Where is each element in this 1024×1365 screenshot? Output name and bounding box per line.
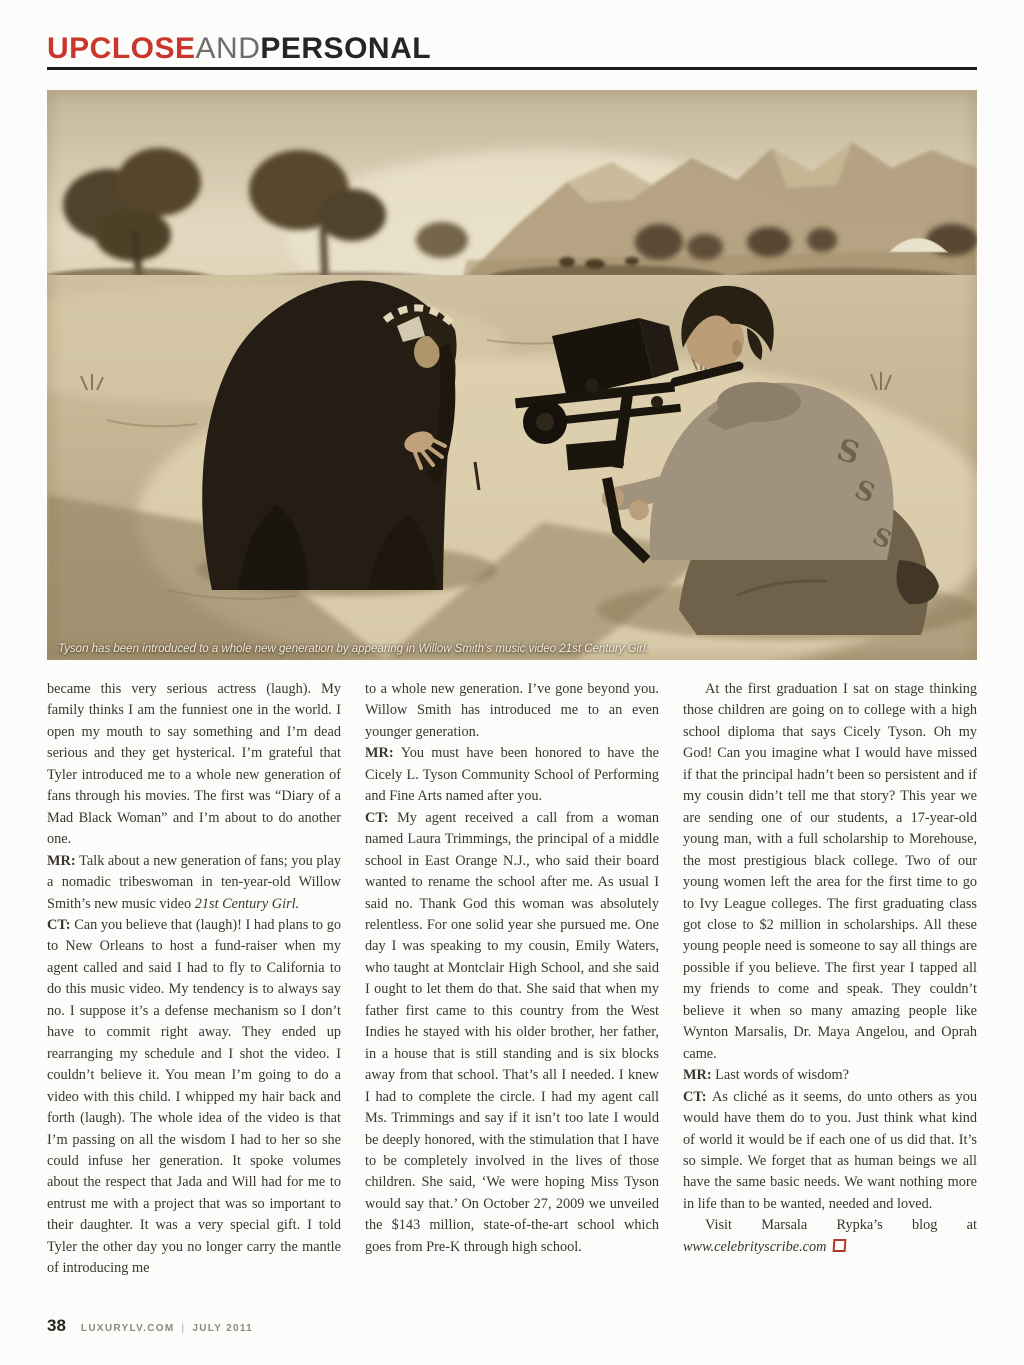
page-number: 38 xyxy=(47,1316,66,1335)
paragraph xyxy=(365,743,659,807)
speaker-label: CT: xyxy=(47,916,75,933)
speaker-label: MR: xyxy=(365,745,401,762)
article-column xyxy=(47,679,341,1311)
article-column xyxy=(683,679,977,1311)
paragraph-text: You must have been honored to have the Cicely L. Tyson Community School of Performing and Fine Arts named after you. xyxy=(365,745,660,805)
title-personal: PERSONAL xyxy=(260,32,432,65)
svg-text:S: S xyxy=(868,520,897,555)
speaker-label: CT: xyxy=(365,809,398,826)
article-columns xyxy=(47,679,977,1311)
paragraph xyxy=(683,679,977,1065)
section-masthead xyxy=(47,34,977,70)
paragraph-text: Can you believe that (laugh)! I had plans to go to New Orleans to host a fund-raiser when my agent called and said I had to fly to California to do this music video. My tendency is to always say no. I suppose it’s a defense mechanism so I don’t have to commit right away. They ended up rearranging my schedule and I shot the video. I couldn’t believe it. You mean I’m going to do a video with this child. I whipped my hair back and forth (laugh). The whole idea of the video is that I’m passing on all the wisdom I had to her so she could infuse her generation. It spoke volumes about the respect that Jada and Will had for me to entrust me with a project that was so important to their daughter. It was a very special gift. I told Tyler the other day you no longer carry the mantle of introducing me xyxy=(47,916,342,1277)
footer-separator: | xyxy=(181,1323,186,1334)
paragraph-text: Talk about a new generation of fans; you play a nomadic tribeswoman in ten-year-old Willow Smith’s new music video xyxy=(47,852,341,912)
paragraph-text: My agent received a call from a woman named Laura Trimmings, the principal of a middle school in East Orange N.J., who said their board wanted to rename the school after me. As usual I said no. Thank God this woman was absolutely relentless. For one solid year she pursued me. One day I was speaking to my cousin, Emily Waters, who taught at Montclair High School, and she said I ought to let them do that. She said that when my father first came to this country from the West Indies he stayed with his older brother, her father, in a house that is still standing and is six blocks away from that school. That’s all I needed. I knew I had to complete the circle. I had my agent call Ms. Trimmings and say if it isn’t too late I would be deeply honored, with the stimulation that I have to be completely involved in the lives of those children. She said, ‘We were hoping Miss Tyson would say that.’ On October 27, 2009 we unveiled the $143 million, state-of-the-art school which goes from Pre-K through high school. xyxy=(365,809,659,1255)
footer-meta xyxy=(81,1323,253,1334)
article-column xyxy=(365,679,659,1311)
paragraph-text: 21st Century Girl. xyxy=(194,895,300,912)
paragraph-text: www.celebrityscribe.com xyxy=(683,1238,827,1255)
feature-photo xyxy=(47,90,977,660)
paragraph-text: Last words of wisdom? xyxy=(715,1067,849,1084)
paragraph xyxy=(365,808,659,1259)
photo-illustration xyxy=(47,90,977,660)
speaker-label: MR: xyxy=(47,852,80,869)
paragraph xyxy=(683,1215,977,1258)
paragraph xyxy=(47,851,341,915)
photo-caption: Tyson has been introduced to a whole new generation by appearing in Willow Smith’s music video 21st Century Girl. xyxy=(58,643,649,655)
footer-date: JULY 2011 xyxy=(192,1323,254,1334)
title-upclose: UPCLOSE xyxy=(47,32,196,65)
paragraph xyxy=(365,679,659,743)
paragraph xyxy=(47,915,341,1280)
paragraph xyxy=(683,1087,977,1216)
footer-site: LUXURYLV.COM xyxy=(80,1323,175,1334)
section-title xyxy=(47,34,977,64)
end-of-article-mark xyxy=(833,1239,847,1252)
speaker-label: MR: xyxy=(683,1067,716,1084)
paragraph-text: As cliché as it seems, do unto others as you would have them do to you. Just think what kind of world it would be if each one of us did that. It’s so simple. We forget that as human beings we all have the same basic needs. We want nothing more in life than to be wanted, needed and loved. xyxy=(683,1088,977,1212)
svg-text:S: S xyxy=(832,432,864,473)
speaker-label: CT: xyxy=(683,1088,712,1105)
paragraph-text: At the first graduation I sat on stage thinking those children are going on to college with a high school diploma that says Cicely Tyson. Oh my God! Can you imagine what I would have missed if that the principal hadn’t been so persistent and if my cousin didn’t tell me that story? This year we are sending one of our students, a 17-year-old young man, with a full scholarship to Morehouse, the most prestigious black college. Two of our young women left the area for the first time to go to Ivy League colleges. The first graduating class got close to $2 million in scholarships. All these young people need is someone to say all things are possible if you believe. The first year I tapped all my friends to come and speak. They couldn’t believe it when so many amazing people like Wynton Marsalis, Dr. Maya Angelou, and Oprah came. xyxy=(683,681,977,1062)
paragraph-text: Visit Marsala Rypka’s blog at xyxy=(705,1217,977,1234)
page-footer xyxy=(47,1316,977,1336)
paragraph-text: to a whole new generation. I’ve gone beyond you. Willow Smith has introduced me to an even younger generation. xyxy=(365,681,659,740)
masthead-rule xyxy=(47,67,977,70)
paragraph xyxy=(47,679,341,851)
svg-text:S: S xyxy=(850,474,880,510)
title-and: AND xyxy=(195,32,261,65)
paragraph xyxy=(683,1065,977,1086)
paragraph-text: became this very serious actress (laugh). My family thinks I am the funniest one in the world. I open my mouth to say something and I’m dead serious and they get hysterical. I’m grateful that Tyler introduced me to a whole new generation of fans through his movies. The first was “Diary of a Mad Black Woman” and I’m about to do another one. xyxy=(47,681,341,848)
